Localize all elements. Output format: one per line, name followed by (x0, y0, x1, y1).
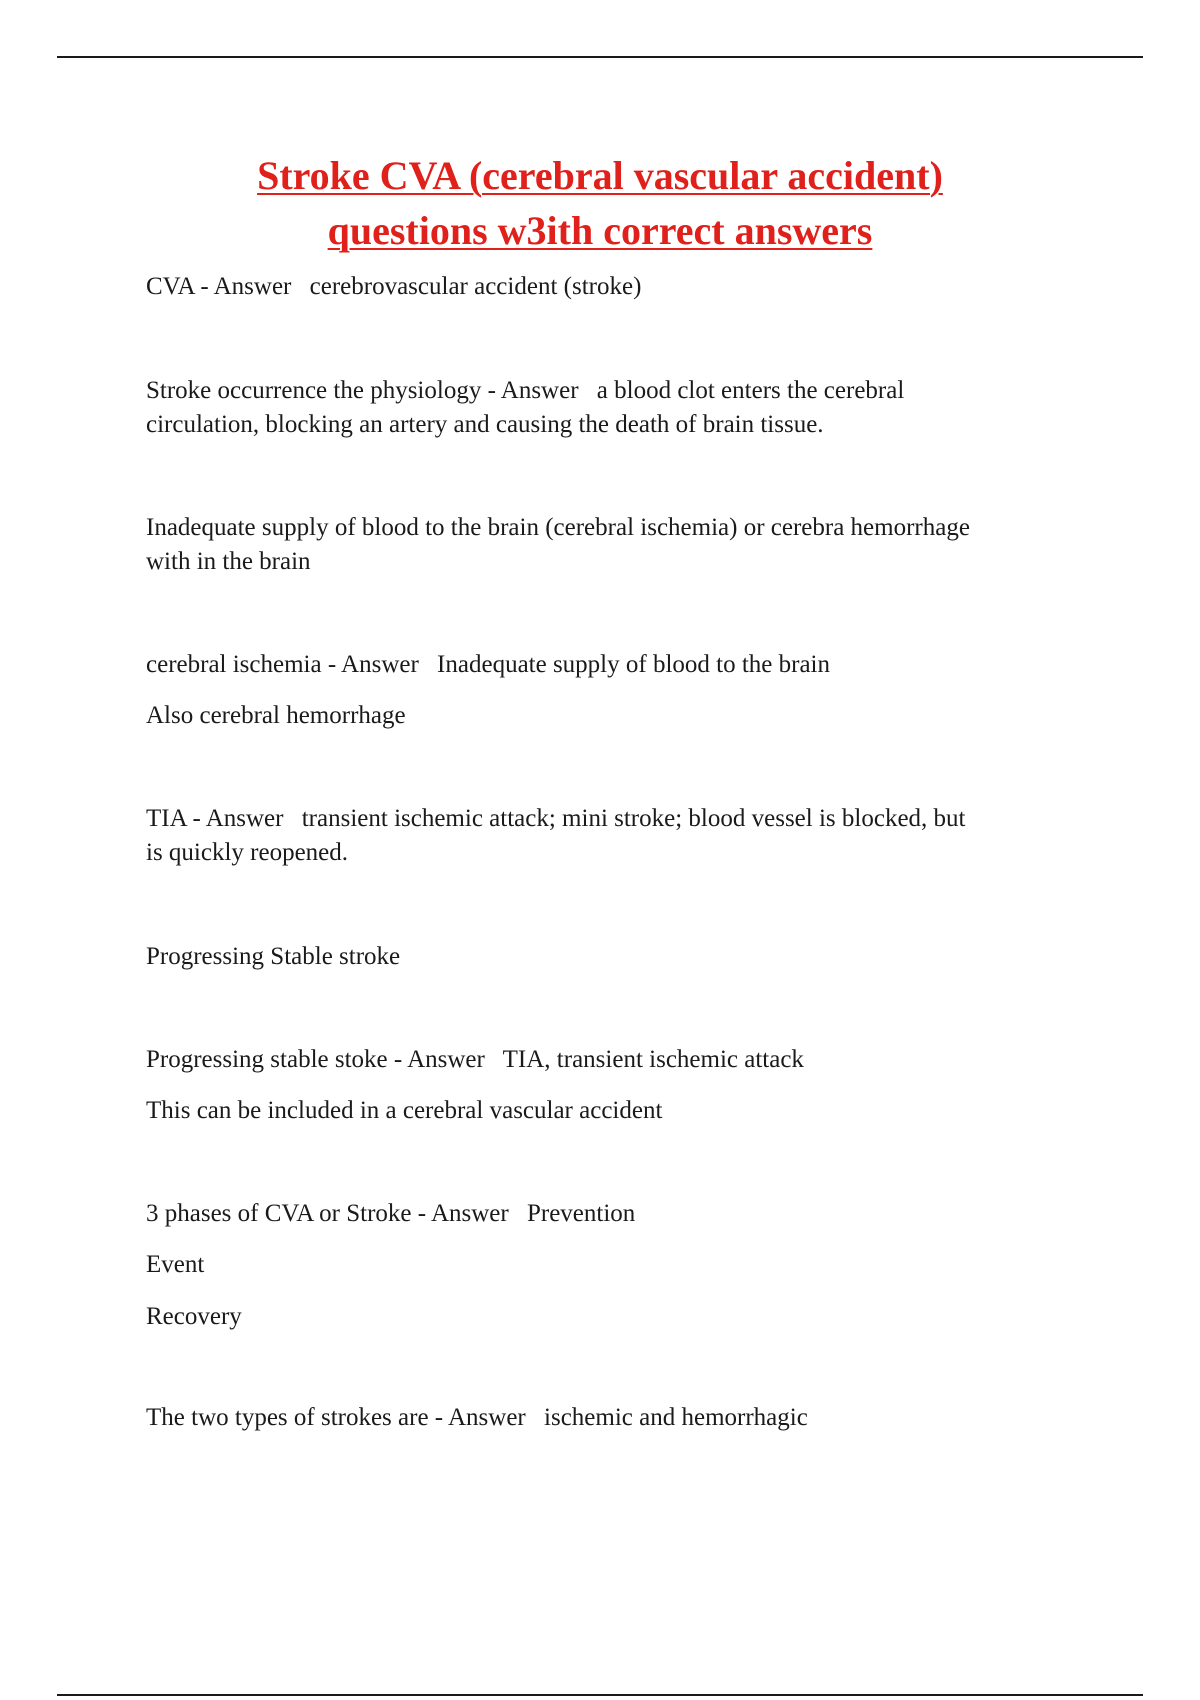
answer-text: Prevention (526, 1200, 636, 1227)
answer-extra: Recovery (146, 1303, 242, 1330)
statement-text: Inadequate supply of blood to the brain (cerebral ischemia) or cerebra hemorrhage (146, 514, 970, 541)
qa-entry (146, 374, 1106, 408)
bottom-rule (57, 1694, 1143, 1696)
qa-entry (146, 648, 1106, 682)
answer-continuation: is quickly reopened. (146, 839, 349, 866)
question-term: TIA - Answer (146, 805, 284, 832)
question-term: 3 phases of CVA or Stroke - Answer (146, 1200, 509, 1227)
qa-entry (146, 1197, 1106, 1231)
statement-text: Progressing Stable stroke (146, 943, 401, 970)
title-line-1: Stroke CVA (cerebral vascular accident) (257, 153, 943, 198)
answer-extra: Event (146, 1251, 205, 1278)
answer-extra: Also cerebral hemorrhage (146, 702, 406, 729)
question-term: The two types of strokes are - Answer (146, 1404, 526, 1431)
top-rule (57, 56, 1143, 58)
answer-text: a blood clot enters the cerebral (596, 377, 905, 404)
qa-entry (146, 802, 1106, 836)
question-term: CVA - Answer (146, 273, 292, 300)
answer-text: Inadequate supply of blood to the brain (437, 651, 831, 678)
title-line-2: questions w3ith correct answers (327, 208, 873, 253)
document-title (100, 148, 1100, 258)
qa-entry (146, 270, 1106, 304)
answer-continuation: circulation, blocking an artery and causing the death of brain tissue. (146, 411, 824, 438)
answer-text: TIA, transient ischemic attack (502, 1046, 804, 1073)
answer-text: ischemic and hemorrhagic (544, 1404, 808, 1431)
answer-text: transient ischemic attack; mini stroke; blood vessel is blocked, but (301, 805, 966, 832)
answer-text: cerebrovascular accident (stroke) (309, 273, 642, 300)
question-term: Progressing stable stoke - Answer (146, 1046, 485, 1073)
question-term: cerebral ischemia - Answer (146, 651, 419, 678)
statement-continuation: with in the brain (146, 548, 311, 575)
qa-entry (146, 1401, 1106, 1435)
qa-entry (146, 1043, 1106, 1077)
answer-extra: This can be included in a cerebral vascular accident (146, 1097, 663, 1124)
question-term: Stroke occurrence the physiology - Answer (146, 377, 579, 404)
